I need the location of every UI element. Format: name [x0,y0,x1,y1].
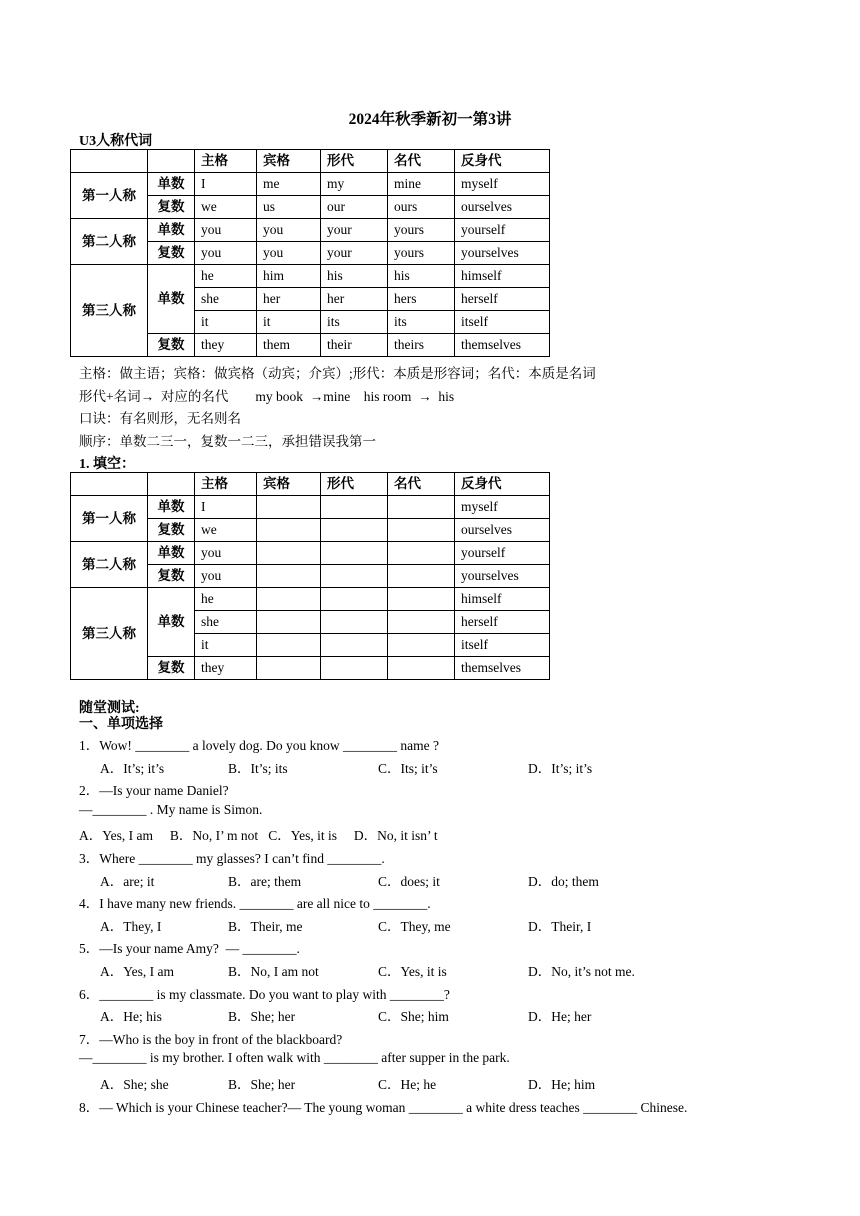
table-header-row [71,150,550,173]
person-label: 第三人称 [71,588,148,680]
answer-option[interactable]: C．She; him [378,1009,449,1025]
header-cell: 反身代 [455,473,550,496]
blank-cell[interactable] [257,634,321,657]
table-cell: you [257,242,321,265]
header-cell: 宾格 [257,473,321,496]
quiz-title: 随堂测试: [79,701,140,716]
table-cell: his [321,265,388,288]
number-label: 单数 [148,219,195,242]
number-label: 复数 [148,334,195,357]
answer-option[interactable]: A．They, I [100,918,162,934]
table-cell: you [195,219,257,242]
answer-option[interactable]: C．does; it [378,873,440,889]
blank-cell[interactable] [257,519,321,542]
table-cell: its [321,311,388,334]
table-cell: herself [455,288,550,311]
table-cell: yourself [455,219,550,242]
number-label: 复数 [148,519,195,542]
blank-cell[interactable] [388,611,455,634]
blank-cell[interactable] [388,657,455,680]
blank-cell[interactable] [388,519,455,542]
answer-options-inline[interactable]: A．Yes, I am B．No, I’ m not C．Yes, it is D．No, it isn’ t [79,828,438,844]
table-cell: yourself [455,542,550,565]
blank-cell[interactable] [257,657,321,680]
question-text: 2．—Is your name Daniel? [79,783,229,799]
table-cell: yours [388,219,455,242]
table-cell: yours [388,242,455,265]
table-cell: him [257,265,321,288]
table-cell: I [195,173,257,196]
note-line: 形代+名词→ 对应的名代 my book →mine his room → his [79,389,455,404]
table-cell: it [195,634,257,657]
number-label: 复数 [148,565,195,588]
fill-in-table [70,472,550,680]
answer-option[interactable]: B．She; her [228,1009,296,1025]
blank-cell[interactable] [257,565,321,588]
number-label: 单数 [148,265,195,334]
page-title: 2024年秋季新初一第3讲 [348,111,512,128]
blank-cell[interactable] [257,542,321,565]
number-label: 单数 [148,173,195,196]
blank-cell[interactable] [257,588,321,611]
table-cell: themselves [455,657,550,680]
table-cell: ourselves [455,196,550,219]
table-cell: yourselves [455,565,550,588]
answer-option[interactable]: B．Their, me [228,918,303,934]
table-row [71,588,550,611]
question-text: 3．Where ________ my glasses? I can’t find ________. [79,851,385,866]
table-cell: your [321,219,388,242]
answer-option[interactable]: C．They, me [378,918,451,934]
answer-option[interactable]: C．Its; it’s [378,760,438,776]
blank-cell[interactable] [388,496,455,519]
header-cell: 名代 [388,473,455,496]
number-label: 单数 [148,588,195,657]
table-cell: me [257,173,321,196]
table-cell: mine [388,173,455,196]
table-cell: he [195,588,257,611]
table-cell: they [195,657,257,680]
table-header-row [71,473,550,496]
blank-cell[interactable] [388,634,455,657]
pronoun-table [70,149,550,357]
answer-option[interactable]: D．It’s; it’s [528,760,593,776]
table-cell: itself [455,634,550,657]
table-cell: ours [388,196,455,219]
table-cell: their [321,334,388,357]
answer-option[interactable]: B．It’s; its [228,760,288,776]
table-cell: you [195,542,257,565]
note-line: 顺序：单数二三一，复数一二三，承担错误我第一 [79,434,376,449]
question-text: —________ . My name is Simon. [79,801,263,817]
table-cell: ourselves [455,519,550,542]
table-cell: them [257,334,321,357]
table-cell: my [321,173,388,196]
table-cell: myself [455,173,550,196]
table-cell: theirs [388,334,455,357]
answer-option[interactable]: D．Their, I [528,918,592,934]
header-cell: 宾格 [257,150,321,173]
header-cell: 主格 [195,150,257,173]
answer-option[interactable]: A．She; she [100,1077,169,1092]
blank-cell[interactable] [321,634,388,657]
table-row [71,265,550,288]
blank-cell[interactable] [388,565,455,588]
table-cell: us [257,196,321,219]
table-cell: hers [388,288,455,311]
answer-option[interactable]: A．It’s; it’s [100,760,165,776]
number-label: 复数 [148,196,195,219]
table-row [71,173,550,196]
number-label: 复数 [148,242,195,265]
table-row [71,219,550,242]
blank-cell[interactable] [321,496,388,519]
answer-option[interactable]: D．No, it’s not me. [528,964,635,979]
quiz-subtitle: 一、单项选择 [79,717,163,732]
person-label: 第一人称 [71,173,148,219]
table-cell: we [195,519,257,542]
blank-cell[interactable] [321,588,388,611]
answer-option[interactable]: C．He; he [378,1077,437,1092]
section-heading-fill: 1. 填空： [79,457,135,472]
header-cell: 名代 [388,150,455,173]
answer-option[interactable]: D．do; them [528,873,599,889]
answer-option[interactable]: A．Yes, I am [100,964,175,979]
person-label: 第三人称 [71,265,148,357]
table-cell: your [321,242,388,265]
table-row [71,496,550,519]
answer-option[interactable]: D．He; her [528,1009,592,1025]
answer-option[interactable]: A．He; his [100,1009,162,1025]
answer-option[interactable]: D．He; him [528,1077,596,1092]
note-line: 主格：做主语；宾格：做宾格（动宾；介宾）;形代：本质是形容词；名代：本质是名词 [79,366,596,381]
question-text: 5．—Is your name Amy? — ________. [79,941,300,957]
answer-option[interactable]: B．She; her [228,1077,296,1092]
number-label: 复数 [148,657,195,680]
table-cell: I [195,496,257,519]
answer-option[interactable]: C．Yes, it is [378,964,447,979]
blank-cell[interactable] [257,496,321,519]
question-text: 8．— Which is your Chinese teacher?— The young woman ________ a white dress teaches ________ Chinese. [79,1099,688,1115]
header-cell: 形代 [321,150,388,173]
table-cell: myself [455,496,550,519]
table-cell: yourselves [455,242,550,265]
blank-cell[interactable] [388,542,455,565]
blank-cell[interactable] [257,611,321,634]
blank-cell[interactable] [321,519,388,542]
table-cell: she [195,611,257,634]
table-cell: she [195,288,257,311]
table-cell: himself [455,265,550,288]
table-cell: you [195,242,257,265]
number-label: 单数 [148,542,195,565]
blank-cell[interactable] [321,565,388,588]
header-cell: 主格 [195,473,257,496]
table-cell: our [321,196,388,219]
table-cell: it [195,311,257,334]
blank-cell[interactable] [321,657,388,680]
table-cell: you [195,565,257,588]
question-text: 4．I have many new friends. ________ are all nice to ________. [79,896,431,912]
header-cell [71,150,148,173]
question-text: 6．________ is my classmate. Do you want to play with ________? [79,986,450,1002]
table-cell: its [388,311,455,334]
question-text: 1．Wow! ________ a lovely dog. Do you know ________ name ? [79,738,439,753]
header-cell [148,473,195,496]
person-label: 第一人称 [71,496,148,542]
table-cell: it [257,311,321,334]
note-line: 口诀：有名则形，无名则名 [79,411,241,426]
header-cell: 形代 [321,473,388,496]
blank-cell[interactable] [321,611,388,634]
table-cell: he [195,265,257,288]
person-label: 第二人称 [71,542,148,588]
answer-option[interactable]: A．are; it [100,873,155,889]
header-cell [71,473,148,496]
section-heading-pronouns: U3人称代词 [79,134,153,149]
table-cell: his [388,265,455,288]
table-cell: itself [455,311,550,334]
table-cell: her [257,288,321,311]
answer-option[interactable]: B．are; them [228,873,302,889]
table-cell: you [257,219,321,242]
person-label: 第二人称 [71,219,148,265]
blank-cell[interactable] [321,542,388,565]
answer-option[interactable]: B．No, I am not [228,964,319,979]
number-label: 单数 [148,496,195,519]
question-text: 7．—Who is the boy in front of the blackboard? [79,1031,343,1047]
table-cell: they [195,334,257,357]
table-row [71,542,550,565]
header-cell: 反身代 [455,150,550,173]
blank-cell[interactable] [388,588,455,611]
question-text: —________ is my brother. I often walk with ________ after supper in the park. [79,1050,510,1066]
table-cell: we [195,196,257,219]
table-cell: themselves [455,334,550,357]
table-cell: herself [455,611,550,634]
table-cell: himself [455,588,550,611]
header-cell [148,150,195,173]
table-cell: her [321,288,388,311]
